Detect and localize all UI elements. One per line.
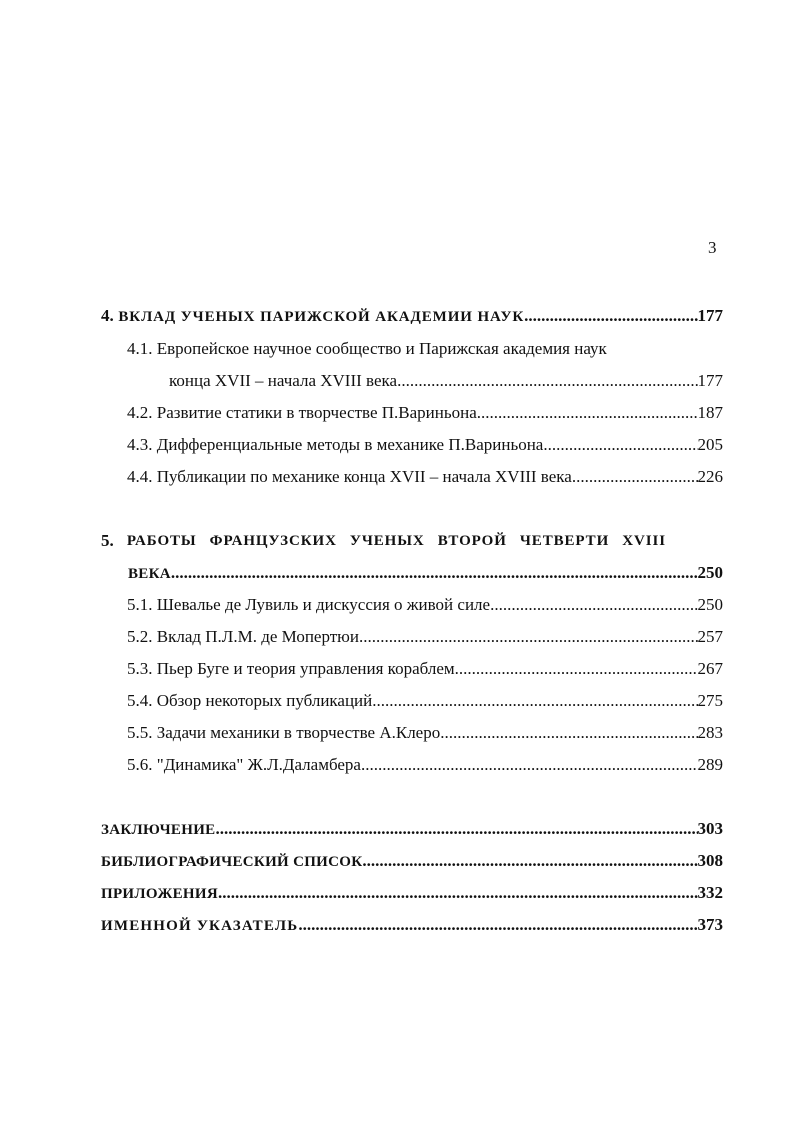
section-page: 205: [697, 435, 723, 454]
toc-section-5-4[interactable]: [127, 690, 723, 712]
section-number: 4.3.: [127, 435, 153, 454]
section-title: Дифференциальные методы в механике П.Вариньона: [156, 435, 544, 454]
toc-section-5-3[interactable]: [127, 658, 723, 680]
toc-appendices[interactable]: [101, 882, 723, 904]
chapter-title-word: ВТОРОЙ: [437, 533, 507, 549]
page-number: 3: [708, 238, 717, 257]
toc-chapter-5[interactable]: [128, 562, 723, 584]
leader-dots: [218, 882, 698, 904]
toc-chapter-4[interactable]: [101, 305, 723, 327]
backmatter-title: БИБЛИОГРАФИЧЕСКИЙ СПИСОК: [101, 854, 363, 870]
section-title: Задачи механики в творчестве А.Клеро: [156, 723, 441, 742]
section-title: Пьер Буге и теория управления кораблем: [156, 659, 455, 678]
section-page: 267: [697, 659, 723, 678]
section-page: 226: [697, 467, 723, 486]
leader-dots: [362, 850, 697, 872]
section-number: 5.6.: [127, 755, 153, 774]
section-title: Развитие статики в творчестве П.Вариньона: [156, 403, 477, 422]
section-page: 275: [697, 691, 723, 710]
section-number: 4.2.: [127, 403, 153, 422]
leader-dots: [372, 690, 697, 712]
section-title: Обзор некоторых публикаций: [156, 691, 373, 710]
section-title: Вклад П.Л.М. де Мопертюи: [156, 627, 359, 646]
section-title-cont: конца XVII – начала XVIII века: [169, 371, 398, 390]
backmatter-page: 332: [697, 883, 723, 902]
section-page: 289: [697, 755, 723, 774]
section-number: 5.3.: [127, 659, 153, 678]
section-page: 177: [697, 371, 723, 390]
leader-dots: [359, 626, 698, 648]
section-page: 187: [697, 403, 723, 422]
chapter-title-word: XVIII: [622, 533, 666, 549]
leader-dots: [490, 594, 697, 616]
section-number: 5.5.: [127, 723, 153, 742]
chapter-number: 5.: [101, 531, 114, 550]
chapter-title-word: РАБОТЫ: [126, 533, 197, 549]
chapter-title-word: УЧЕНЫХ: [349, 533, 425, 549]
section-page: 250: [697, 595, 723, 614]
section-title: Шевалье де Лувиль и дискуссия о живой силе: [156, 595, 491, 614]
section-page: 283: [697, 723, 723, 742]
backmatter-title: ИМЕННОЙ УКАЗАТЕЛЬ: [101, 918, 299, 934]
leader-dots: [455, 658, 698, 680]
leader-dots: [477, 402, 698, 424]
toc-section-5-2[interactable]: [127, 626, 723, 648]
section-number: 5.2.: [127, 627, 153, 646]
toc-section-4-4[interactable]: [127, 466, 723, 488]
leader-dots: [572, 466, 698, 488]
backmatter-page: 303: [697, 819, 723, 838]
toc-section-5-1[interactable]: [127, 594, 723, 616]
section-number: 5.4.: [127, 691, 153, 710]
leader-dots: [543, 434, 697, 456]
toc-section-4-1[interactable]: [127, 338, 607, 360]
toc-section-4-1-cont[interactable]: [169, 370, 723, 392]
toc-name-index[interactable]: [101, 914, 723, 936]
section-title: Европейское научное сообщество и Парижская академия наук: [156, 339, 607, 358]
backmatter-page: 308: [697, 851, 723, 870]
chapter-number: 4.: [101, 306, 114, 325]
leader-dots: [440, 722, 697, 744]
section-number: 5.1.: [127, 595, 153, 614]
chapter-page: 250: [697, 563, 723, 582]
toc-section-5-5[interactable]: [127, 722, 723, 744]
chapter-title-cont: ВЕКА: [128, 566, 171, 582]
leader-dots: [171, 562, 698, 584]
section-number: 4.4.: [127, 467, 153, 486]
toc-section-4-3[interactable]: [127, 434, 723, 456]
section-number: 4.1.: [127, 339, 153, 358]
leader-dots: [361, 754, 698, 776]
backmatter-title: ПРИЛОЖЕНИЯ: [101, 886, 218, 902]
section-title: "Динамика" Ж.Л.Даламбера: [156, 755, 361, 774]
chapter-title: ВКЛАД УЧЕНЫХ ПАРИЖСКОЙ АКАДЕМИИ НАУК: [118, 309, 525, 325]
chapter-page: 177: [697, 306, 723, 325]
leader-dots: [215, 818, 697, 840]
backmatter-title: ЗАКЛЮЧЕНИЕ: [101, 822, 216, 838]
leader-dots: [298, 914, 697, 936]
section-title: Публикации по механике конца XVII – начала XVIII века: [156, 467, 572, 486]
section-page: 257: [697, 627, 723, 646]
toc-section-5-6[interactable]: [127, 754, 723, 776]
leader-dots: [397, 370, 697, 392]
chapter-title-word: ЧЕТВЕРТИ: [519, 533, 610, 549]
toc-conclusion[interactable]: [101, 818, 723, 840]
toc-bibliography[interactable]: [101, 850, 723, 872]
backmatter-page: 373: [697, 915, 723, 934]
chapter-title-word: ФРАНЦУЗСКИХ: [209, 533, 337, 549]
leader-dots: [524, 305, 697, 327]
toc-chapter-5-title[interactable]: [101, 530, 666, 552]
toc-section-4-2[interactable]: [127, 402, 723, 424]
